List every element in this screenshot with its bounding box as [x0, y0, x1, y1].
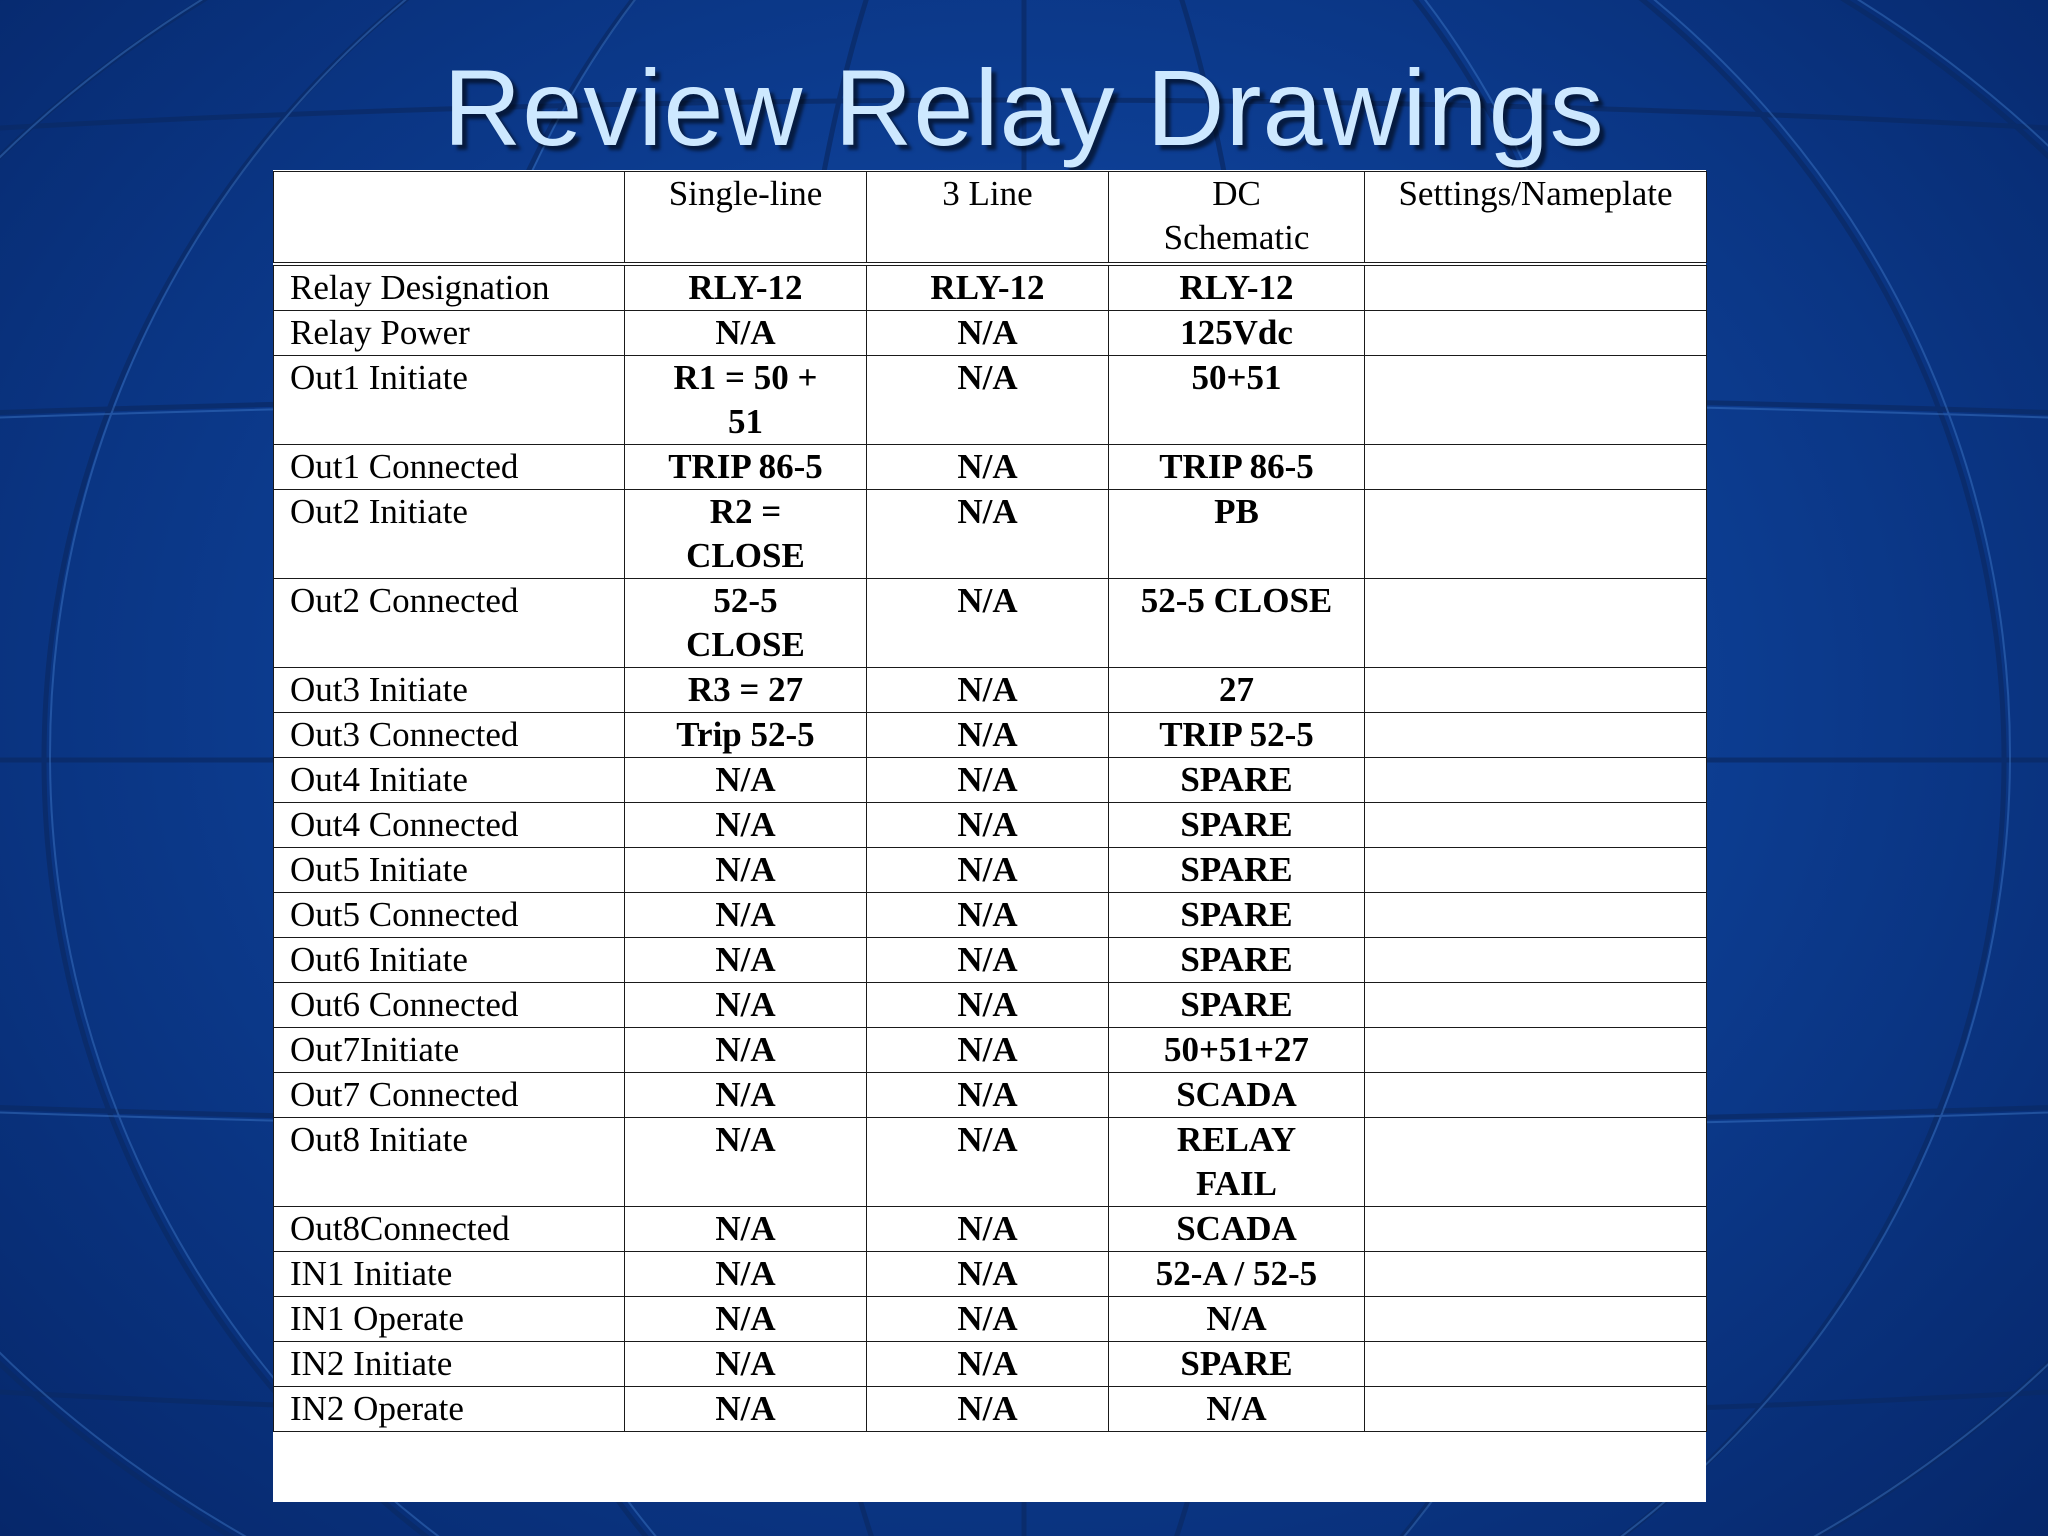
cell-single-line	[625, 848, 867, 893]
cell-value: SPARE	[1180, 805, 1293, 844]
cell-3-line	[867, 893, 1109, 938]
cell-value: TRIP 86-5	[1159, 447, 1314, 486]
cell-value: N/A	[715, 850, 776, 889]
cell-label: Out4 Initiate	[274, 758, 625, 803]
table-row	[274, 668, 1707, 713]
table-row	[274, 983, 1707, 1028]
cell-dc-schematic	[1109, 713, 1365, 758]
cell-value: R2 = CLOSE	[686, 492, 805, 575]
cell-3-line	[867, 1118, 1109, 1207]
cell-3-line	[867, 579, 1109, 668]
table-row	[274, 803, 1707, 848]
cell-value: N/A	[957, 1120, 1018, 1159]
cell-value: 125Vdc	[1180, 313, 1293, 352]
cell-value: N/A	[1206, 1299, 1267, 1338]
cell-settings-nameplate	[1365, 445, 1707, 490]
table-row	[274, 1342, 1707, 1387]
cell-3-line	[867, 758, 1109, 803]
table-row	[274, 490, 1707, 579]
cell-value: N/A	[957, 670, 1018, 709]
cell-settings-nameplate	[1365, 1028, 1707, 1073]
cell-settings-nameplate	[1365, 356, 1707, 445]
cell-3-line	[867, 668, 1109, 713]
cell-dc-schematic	[1109, 893, 1365, 938]
cell-label: Out3 Connected	[274, 713, 625, 758]
cell-value: RELAY FAIL	[1176, 1120, 1297, 1203]
cell-value: TRIP 86-5	[668, 447, 823, 486]
table-row	[274, 311, 1707, 356]
cell-value: N/A	[715, 1389, 776, 1428]
cell-3-line	[867, 848, 1109, 893]
cell-dc-schematic	[1109, 445, 1365, 490]
cell-value: N/A	[957, 492, 1018, 531]
relay-review-table	[273, 171, 1707, 1432]
cell-value: N/A	[957, 313, 1018, 352]
cell-value: N/A	[715, 1254, 776, 1293]
header-single-line: Single-line	[625, 172, 867, 265]
cell-value: N/A	[715, 805, 776, 844]
cell-single-line	[625, 1387, 867, 1432]
cell-3-line	[867, 1342, 1109, 1387]
cell-dc-schematic	[1109, 1342, 1365, 1387]
cell-value: N/A	[957, 985, 1018, 1024]
cell-single-line	[625, 713, 867, 758]
cell-value: 52-5 CLOSE	[1140, 581, 1333, 620]
cell-single-line	[625, 356, 867, 445]
cell-dc-schematic	[1109, 668, 1365, 713]
cell-value: N/A	[715, 940, 776, 979]
cell-value: SPARE	[1180, 895, 1293, 934]
cell-value: RLY-12	[688, 268, 803, 307]
cell-value: N/A	[715, 895, 776, 934]
table-row	[274, 1207, 1707, 1252]
cell-value: N/A	[715, 1344, 776, 1383]
cell-label: IN2 Initiate	[274, 1342, 625, 1387]
cell-single-line	[625, 1297, 867, 1342]
cell-single-line	[625, 311, 867, 356]
cell-value: R1 = 50 + 51	[673, 358, 818, 441]
cell-settings-nameplate	[1365, 1297, 1707, 1342]
header-settings-nameplate: Settings/Nameplate	[1365, 172, 1707, 265]
cell-value: N/A	[957, 715, 1018, 754]
cell-value: RLY-12	[1179, 268, 1294, 307]
cell-dc-schematic	[1109, 1387, 1365, 1432]
cell-settings-nameplate	[1365, 1207, 1707, 1252]
cell-single-line	[625, 1118, 867, 1207]
cell-single-line	[625, 1342, 867, 1387]
cell-label: Out7Initiate	[274, 1028, 625, 1073]
cell-value: N/A	[957, 1075, 1018, 1114]
cell-3-line	[867, 490, 1109, 579]
cell-settings-nameplate	[1365, 264, 1707, 311]
cell-dc-schematic	[1109, 490, 1365, 579]
cell-3-line	[867, 264, 1109, 311]
cell-3-line	[867, 713, 1109, 758]
cell-settings-nameplate	[1365, 668, 1707, 713]
cell-label: Out5 Connected	[274, 893, 625, 938]
cell-3-line	[867, 1252, 1109, 1297]
cell-3-line	[867, 1387, 1109, 1432]
cell-3-line	[867, 356, 1109, 445]
cell-value: N/A	[957, 1254, 1018, 1293]
cell-value: SPARE	[1180, 850, 1293, 889]
cell-settings-nameplate	[1365, 1252, 1707, 1297]
cell-dc-schematic	[1109, 938, 1365, 983]
cell-3-line	[867, 1073, 1109, 1118]
cell-value: N/A	[1206, 1389, 1267, 1428]
cell-dc-schematic	[1109, 1118, 1365, 1207]
cell-value: N/A	[957, 581, 1018, 620]
cell-value: 50+51+27	[1164, 1030, 1309, 1069]
table-row	[274, 938, 1707, 983]
cell-label: Relay Designation	[274, 264, 625, 311]
cell-value: N/A	[957, 1299, 1018, 1338]
header-corner-cell	[274, 172, 625, 265]
cell-settings-nameplate	[1365, 938, 1707, 983]
cell-label: IN1 Operate	[274, 1297, 625, 1342]
cell-single-line	[625, 938, 867, 983]
cell-value: 52-5 CLOSE	[686, 581, 805, 664]
cell-3-line	[867, 1028, 1109, 1073]
cell-dc-schematic	[1109, 264, 1365, 311]
cell-value: RLY-12	[930, 268, 1045, 307]
cell-dc-schematic	[1109, 1297, 1365, 1342]
cell-value: N/A	[715, 1030, 776, 1069]
cell-value: N/A	[715, 1120, 776, 1159]
cell-label: Out1 Connected	[274, 445, 625, 490]
table-body	[274, 172, 1707, 1432]
cell-settings-nameplate	[1365, 983, 1707, 1028]
cell-label: Out2 Initiate	[274, 490, 625, 579]
cell-label: IN2 Operate	[274, 1387, 625, 1432]
cell-single-line	[625, 490, 867, 579]
cell-dc-schematic	[1109, 803, 1365, 848]
cell-value: N/A	[715, 1075, 776, 1114]
table-row	[274, 1073, 1707, 1118]
cell-value: N/A	[957, 940, 1018, 979]
cell-dc-schematic	[1109, 1207, 1365, 1252]
cell-label: Relay Power	[274, 311, 625, 356]
cell-single-line	[625, 758, 867, 803]
cell-single-line	[625, 668, 867, 713]
cell-single-line	[625, 1028, 867, 1073]
cell-value: SCADA	[1176, 1075, 1297, 1114]
cell-settings-nameplate	[1365, 893, 1707, 938]
cell-dc-schematic	[1109, 311, 1365, 356]
cell-settings-nameplate	[1365, 848, 1707, 893]
cell-3-line	[867, 938, 1109, 983]
slide-title: Review Relay Drawings	[443, 47, 1605, 168]
table-row	[274, 445, 1707, 490]
cell-value: N/A	[957, 1030, 1018, 1069]
cell-value: N/A	[957, 1209, 1018, 1248]
table-row	[274, 758, 1707, 803]
cell-value: SPARE	[1180, 760, 1293, 799]
cell-value: TRIP 52-5	[1159, 715, 1314, 754]
cell-settings-nameplate	[1365, 490, 1707, 579]
cell-value: Trip 52-5	[676, 715, 815, 754]
table-row	[274, 1028, 1707, 1073]
cell-label: Out6 Initiate	[274, 938, 625, 983]
cell-single-line	[625, 983, 867, 1028]
cell-value: N/A	[957, 1344, 1018, 1383]
cell-label: IN1 Initiate	[274, 1252, 625, 1297]
cell-single-line	[625, 1073, 867, 1118]
cell-label: Out2 Connected	[274, 579, 625, 668]
cell-value: N/A	[957, 1389, 1018, 1428]
cell-value: N/A	[715, 1299, 776, 1338]
cell-label: Out6 Connected	[274, 983, 625, 1028]
cell-3-line	[867, 445, 1109, 490]
cell-dc-schematic	[1109, 983, 1365, 1028]
cell-value: 27	[1219, 670, 1254, 709]
table-row	[274, 579, 1707, 668]
cell-single-line	[625, 1252, 867, 1297]
table-row	[274, 1252, 1707, 1297]
cell-settings-nameplate	[1365, 311, 1707, 356]
cell-value: N/A	[957, 805, 1018, 844]
cell-value: PB	[1214, 492, 1259, 531]
cell-single-line	[625, 803, 867, 848]
cell-label: Out5 Initiate	[274, 848, 625, 893]
cell-value: N/A	[715, 313, 776, 352]
cell-dc-schematic	[1109, 1252, 1365, 1297]
cell-value: N/A	[957, 358, 1018, 397]
cell-settings-nameplate	[1365, 1342, 1707, 1387]
table-row	[274, 1297, 1707, 1342]
cell-value: SPARE	[1180, 985, 1293, 1024]
cell-value: N/A	[957, 760, 1018, 799]
cell-value: N/A	[957, 850, 1018, 889]
cell-dc-schematic	[1109, 579, 1365, 668]
cell-settings-nameplate	[1365, 758, 1707, 803]
cell-value: SPARE	[1180, 1344, 1293, 1383]
cell-label: Out8 Initiate	[274, 1118, 625, 1207]
cell-value: 50+51	[1191, 358, 1282, 397]
cell-value: N/A	[715, 985, 776, 1024]
cell-value: N/A	[715, 760, 776, 799]
cell-label: Out1 Initiate	[274, 356, 625, 445]
cell-single-line	[625, 445, 867, 490]
cell-settings-nameplate	[1365, 713, 1707, 758]
table-header-row	[274, 172, 1707, 265]
header-dc-schematic	[1109, 172, 1365, 265]
cell-settings-nameplate	[1365, 803, 1707, 848]
cell-3-line	[867, 1297, 1109, 1342]
cell-dc-schematic	[1109, 1028, 1365, 1073]
cell-settings-nameplate	[1365, 1073, 1707, 1118]
table-row	[274, 1118, 1707, 1207]
cell-value: 52-A / 52-5	[1155, 1254, 1318, 1293]
cell-value: SCADA	[1176, 1209, 1297, 1248]
cell-label: Out3 Initiate	[274, 668, 625, 713]
cell-value: N/A	[957, 895, 1018, 934]
cell-value: N/A	[957, 447, 1018, 486]
cell-dc-schematic	[1109, 1073, 1365, 1118]
cell-single-line	[625, 579, 867, 668]
table-row	[274, 1387, 1707, 1432]
cell-settings-nameplate	[1365, 1387, 1707, 1432]
cell-settings-nameplate	[1365, 579, 1707, 668]
cell-value: N/A	[715, 1209, 776, 1248]
cell-label: Out7 Connected	[274, 1073, 625, 1118]
table-row	[274, 264, 1707, 311]
cell-3-line	[867, 1207, 1109, 1252]
cell-single-line	[625, 264, 867, 311]
cell-label: Out4 Connected	[274, 803, 625, 848]
table-row	[274, 848, 1707, 893]
cell-3-line	[867, 803, 1109, 848]
cell-single-line	[625, 893, 867, 938]
cell-3-line	[867, 311, 1109, 356]
table-row	[274, 893, 1707, 938]
header-dc-schematic-text: DC Schematic	[1163, 174, 1310, 257]
cell-dc-schematic	[1109, 356, 1365, 445]
cell-label: Out8Connected	[274, 1207, 625, 1252]
cell-dc-schematic	[1109, 758, 1365, 803]
cell-single-line	[625, 1207, 867, 1252]
table-row	[274, 713, 1707, 758]
cell-3-line	[867, 983, 1109, 1028]
cell-dc-schematic	[1109, 848, 1365, 893]
cell-settings-nameplate	[1365, 1118, 1707, 1207]
header-3-line: 3 Line	[867, 172, 1109, 265]
cell-value: R3 = 27	[687, 670, 804, 709]
table-row	[274, 356, 1707, 445]
cell-value: SPARE	[1180, 940, 1293, 979]
